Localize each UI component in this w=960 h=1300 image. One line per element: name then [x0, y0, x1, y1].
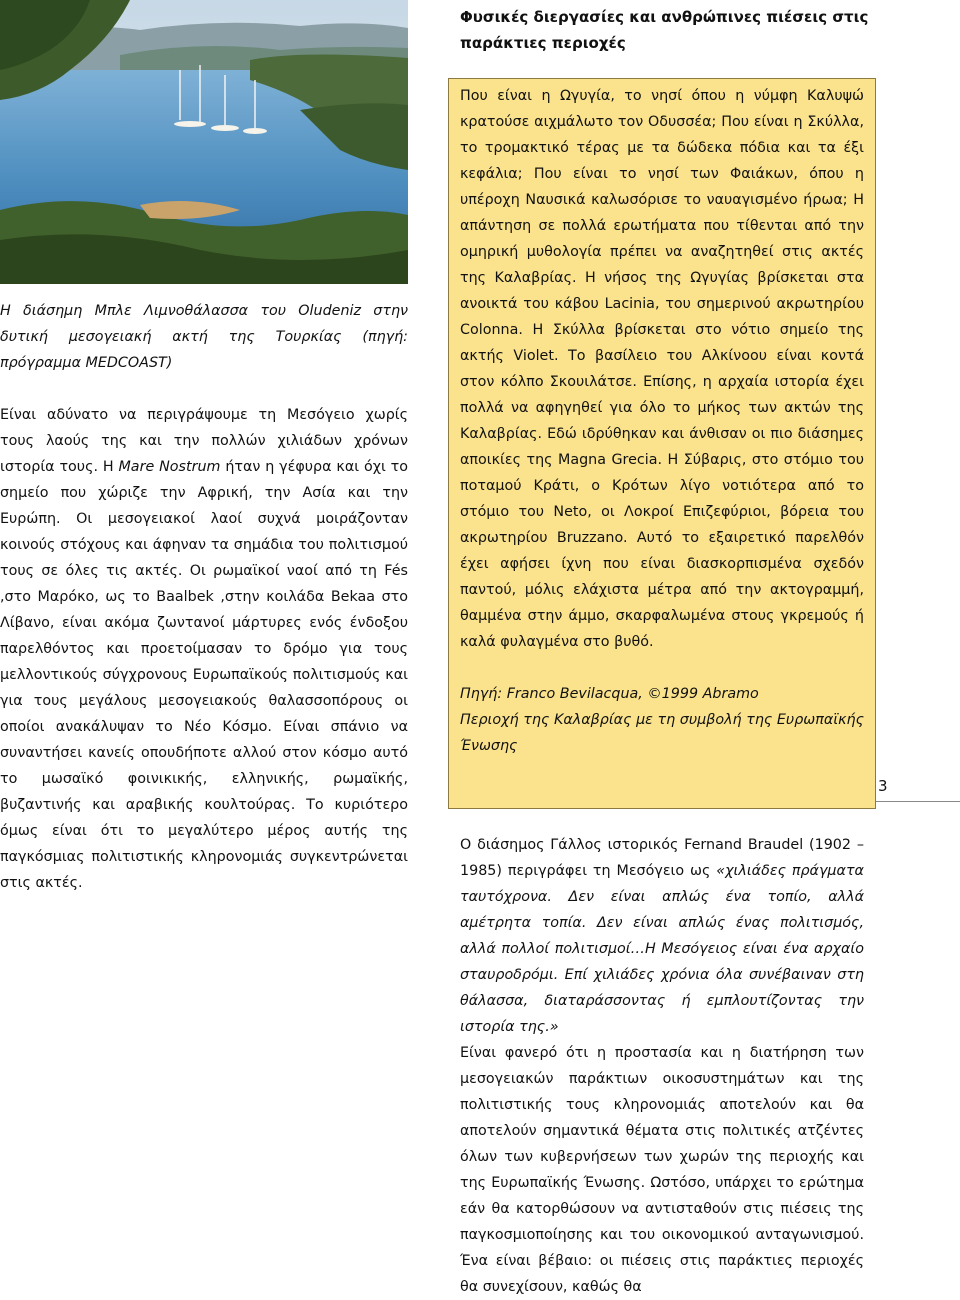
sidebar-text: Που είναι η Ωγυγία, το νησί όπου η νύμφη Καλυψώ κρατούσε αιχμάλωτο τον Οδυσσέα; Που είναι η Σκύλλα, το τρομακτικό τέρας με τα δώδεκα πόδια και τα έξι κεφάλια; Που είναι το νησί των Φαιάκων, όπου η υπέροχη Ναυσικά καλωσόρισε το ναυαγισμένο ήρωα; Η απάντηση σε πολλά ερωτήματα που τίθενται από την ομηρική μυθολογία πρέπει να αναζητηθεί στις ακτές της Καλαβρίας. Η νήσος της Ωγυγίας βρίσκεται στα ανοικτά του κάβου Lacinia, του σημερινού ακρωτηρίου Colonna. Η Σκύλλα βρίσκεται στο νότιο σημείο της ακτής Violet. Το βασίλειο του Αλκίνοου είναι κοντά στον κόλπο Σκουιλάτσε. Επίσης, η αρχαία ιστορία έχει πολλά να αφηγηθεί για όλο το μήκος των ακτών της Καλαβρίας. Εδώ ιδρύθηκαν και άνθισαν οι πιο διάσημες αποικίες της Magna Grecia. Η Σύβαρις, στο στόμιο του ποταμού Κράτι, ο Κρότων λίγο νοτιότερα από το στόμιο του Neto, οι Λοκροί Επιζεφύριοι, βόρεια του ακρωτηρίου Bruzzano. Αυτό το εξαιρετικό παρελθόν έχει αφήσει ίχνη που είναι διασκορπισμένα σχεδόν παντού, μόλις ελάχιστα μέτρα από την ακτογραμμή, θαμμένα στην άμμο, σκαρφαλωμένα στους γκρεμούς ή καλά φυλαγμένα στο βυθό. [460, 88, 864, 650]
lagoon-photo [0, 0, 408, 284]
right-column-text [460, 832, 864, 1300]
protection-paragraph: Είναι φανερό ότι η προστασία και η διατήρηση των μεσογειακών παράκτιων οικοσυστημάτων και της πολιτιστικής τους κληρονομιάς αποτελούν και θα αποτελούν σημαντικά θέματα στις πολιτικές ατζέντες όλων των κυβερνήσεων των χωρών της περιοχής και της Ευρωπαϊκής Ένωσης. Ωστόσο, υπάρχει το ερώτημα εάν θα κατορθώσουν να αντισταθούν στις πιέσεις της παγκοσμιοποίησης και του οικονομικού ανταγωνισμού. Ένα είναι βέβαιο: οι πιέσεις στις παράκτιες περιοχές θα συνεχίσουν, καθώς θα [460, 1045, 864, 1295]
lagoon-illustration [0, 0, 408, 284]
braudel-quote: «χιλιάδες πράγματα ταυτόχρονα. Δεν είναι απλώς ένα τοπίο, αλλά αμέτρητα τοπία. Δεν είναι απλώς ένας πολιτισμός, αλλά πολλοί πολιτισμοί…Η Μεσόγειος είναι ένα αρχαίο σταυροδρόμι. Επί χιλιάδες χρόνια όλα συνέβαιναν στη θάλασσα, διαταράσσοντας ή εμπλουτίζοντας την ιστορία της.» [460, 863, 864, 1035]
left-paragraph-start: Είναι αδύνατο να περιγράψουμε τη Μεσόγειο χωρίς τους λαούς της και την πολλών χιλιάδων χρόνων ιστορία τους. Η [0, 407, 408, 475]
sidebar-source [460, 681, 864, 759]
sidebar-source-author: Πηγή: Franco Bevilacqua, ©1999 Abramo [460, 686, 759, 702]
page-number: 3 [878, 777, 888, 795]
page-header: Φυσικές διεργασίες και ανθρώπινες πιέσεις στις παράκτιες περιοχές [460, 8, 869, 52]
mare-nostrum-term: Mare Nostrum [118, 459, 221, 475]
braudel-paragraph [460, 832, 864, 1040]
calabria-sidebar-box [448, 78, 876, 809]
braudel-intro: Ο διάσημος Γάλλος ιστορικός Fernand Braudel (1902 – 1985) περιγράφει τη Μεσόγειο ως [460, 837, 864, 879]
photo-caption: Η διάσημη Μπλε Λιμνοθάλασσα του Oludeniz στην δυτική μεσογειακή ακτή της Τουρκίας (πηγή: πρόγραμμα MEDCOAST) [0, 303, 408, 371]
sidebar-source-region: Περιοχή της Καλαβρίας με τη συμβολή της Ευρωπαϊκής Ένωσης [460, 712, 864, 754]
left-column-text [0, 402, 408, 896]
left-paragraph-rest: ήταν η γέφυρα και όχι το σημείο που χώριζε την Αφρική, την Ασία και την Ευρώπη. Οι μεσογειακοί λαοί συχνά μοιράζονταν κοινούς στόχους και άφηναν τα σημάδια του πολιτισμού τους σε όλες τις ακτές. Οι ρωμαϊκοί ναοί από τη Fés ,στο Μαρόκο, ως το Baalbek ,στην κοιλάδα Bekaa στο Λίβανο, είναι ακόμα ζωντανοί μάρτυρες ενός ένδοξου παρελθόντος και προετοίμασαν το δρόμο για τους μελλοντικούς σύγχρονους Ευρωπαϊκούς πολιτισμούς και για τους μεγάλους μεσογειακούς θαλασσοπόρους οι οποίοι ανακάλυψαν το Νέο Κόσμο. Είναι σπάνιο να συναντήσει κανείς οπουδήποτε αλλού στον κόσμο αυτό το μωσαϊκό φοινικικής, ελληνικής, ρωμαϊκής, βυζαντινής και αραβικής κουλτούρας. Το κυριότερο όμως είναι ότι το μεγαλύτερο μέρος αυτής της παγκόσμιας πολιτιστικής κληρονομιάς συγκεντρώνεται στις ακτές. [0, 459, 409, 891]
page-number-rule [876, 801, 960, 802]
